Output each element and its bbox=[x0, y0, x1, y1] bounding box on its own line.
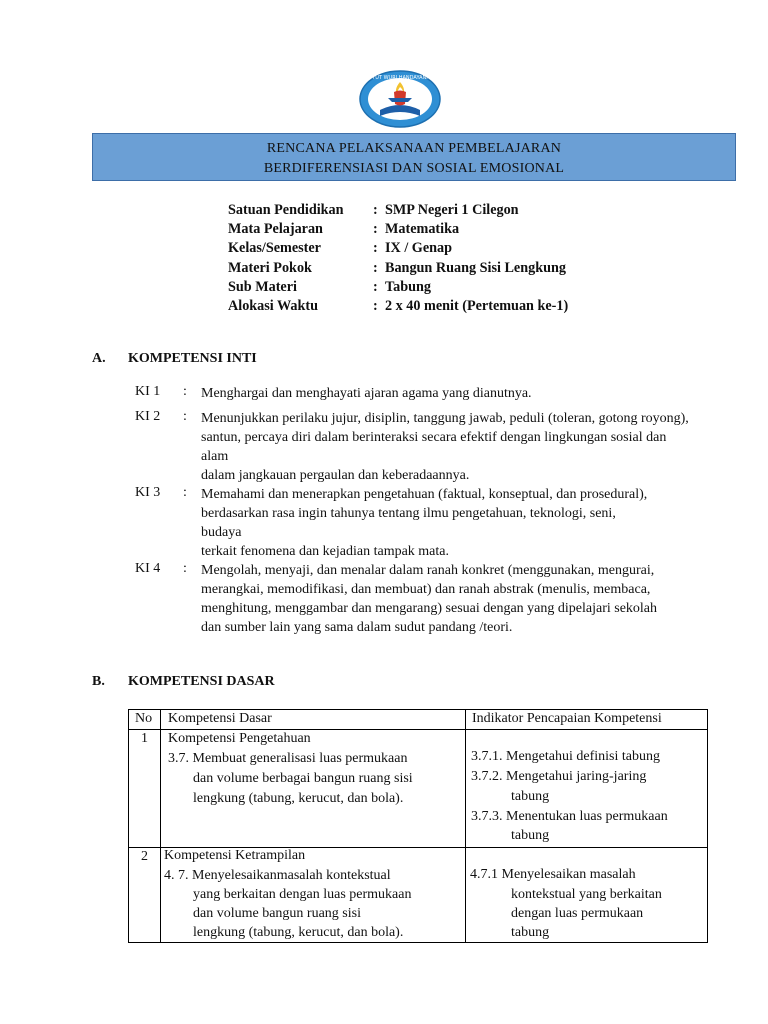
identity-label: Kelas/Semester bbox=[228, 240, 321, 257]
ki-text bbox=[201, 384, 721, 403]
row-2-ipk-line: tabung bbox=[511, 925, 550, 940]
logo-text: TUT WURI HANDAYANI bbox=[372, 75, 428, 81]
row-2-ipk-line: 4.7.1 Menyelesaikan masalah bbox=[470, 867, 636, 882]
identity-value: SMP Negeri 1 Cilegon bbox=[385, 202, 519, 218]
ki-text-line: dalam jangkauan pergaulan dan keberadaannya. bbox=[201, 468, 470, 483]
identity-value: Matematika bbox=[385, 221, 460, 238]
section-b-title: KOMPETENSI DASAR bbox=[128, 674, 275, 689]
ki-colon: : bbox=[183, 485, 187, 500]
ki-text-line: Mengolah, menyaji, dan menalar dalam ranah konkret (menggunakan, mengurai, bbox=[201, 563, 655, 578]
ki-text-line: santun, percaya diri dalam berinteraksi secara efektif dengan lingkungan sosial dan bbox=[201, 430, 667, 445]
row-1-ipk-line: 3.7.1. Mengetahui definisi tabung bbox=[471, 749, 660, 764]
row-1-kd-line: dan volume berbagai bangun ruang sisi bbox=[193, 771, 413, 786]
identity-colon: : bbox=[373, 221, 378, 238]
identity-label: Sub Materi bbox=[228, 278, 297, 295]
row-2-ipk-line: dengan luas permukaan bbox=[511, 906, 644, 921]
ki-text bbox=[201, 561, 721, 637]
row-1-ipk-line: 3.7.2. Mengetahui jaring-jaring bbox=[471, 769, 647, 784]
identity-colon: : bbox=[373, 259, 378, 276]
identity-colon: : bbox=[373, 298, 378, 314]
ki-code: KI 3 bbox=[135, 485, 161, 500]
ki-text-line: menghitung, menggambar dan mengarang) sesuai dengan yang dipelajari sekolah bbox=[201, 601, 658, 616]
row-2-kd-title: Kompetensi Ketrampilan bbox=[164, 848, 306, 863]
row-1-ipk-line: tabung bbox=[511, 789, 550, 804]
identity-value: Bangun Ruang Sisi Lengkung bbox=[385, 259, 566, 276]
logo-emblem-icon bbox=[358, 70, 442, 128]
ki-text-line: dan sumber lain yang sama dalam sudut pandang /teori. bbox=[201, 620, 513, 635]
section-a-letter: A. bbox=[92, 351, 106, 366]
ki-text-line: berdasarkan rasa ingin tahunya tentang ilmu pengetahuan, teknologi, seni, bbox=[201, 506, 616, 521]
ki-colon: : bbox=[183, 384, 187, 399]
identity-value: IX / Genap bbox=[385, 240, 453, 257]
ki-code: KI 2 bbox=[135, 409, 161, 424]
section-a-title: KOMPETENSI INTI bbox=[128, 351, 257, 366]
identity-colon: : bbox=[373, 202, 378, 218]
ki-text bbox=[201, 485, 721, 561]
ki-text-line: merangkai, memodifikasi, dan membuat) dan ranah abstrak (menulis, membaca, bbox=[201, 582, 651, 597]
row-1-ipk-line: tabung bbox=[511, 828, 550, 843]
header-kompetensi-dasar: Kompetensi Dasar bbox=[168, 711, 272, 726]
ki-text-line: Memahami dan menerapkan pengetahuan (faktual, konseptual, dan prosedural), bbox=[201, 487, 648, 502]
ki-code: KI 1 bbox=[135, 384, 161, 399]
identity-label: Satuan Pendidikan bbox=[228, 202, 344, 218]
header-no: No bbox=[135, 711, 153, 726]
section-b-letter: B. bbox=[92, 674, 105, 689]
row-2-ipk-line: kontekstual yang berkaitan bbox=[511, 887, 662, 902]
ki-code: KI 4 bbox=[135, 561, 161, 576]
tut-wuri-handayani-logo bbox=[358, 70, 442, 128]
identity-value: 2 x 40 menit (Pertemuan ke-1) bbox=[385, 298, 569, 314]
row-1-no: 1 bbox=[141, 731, 148, 746]
row-2-kd-line: lengkung (tabung, kerucut, dan bola). bbox=[193, 925, 404, 940]
ki-text-line: alam bbox=[201, 449, 229, 464]
ki-text bbox=[201, 409, 721, 485]
row-2-kd-line: yang berkaitan dengan luas permukaan bbox=[193, 887, 412, 902]
ki-text-line: Menunjukkan perilaku jujur, disiplin, tanggung jawab, peduli (toleran, gotong royong), bbox=[201, 411, 689, 426]
identity-label: Mata Pelajaran bbox=[228, 221, 323, 238]
title-banner bbox=[92, 133, 736, 181]
identity-colon: : bbox=[373, 278, 378, 295]
identity-label: Alokasi Waktu bbox=[228, 298, 319, 314]
ki-colon: : bbox=[183, 409, 187, 424]
row-1-kd-line: 3.7. Membuat generalisasi luas permukaan bbox=[168, 751, 408, 766]
ki-colon: : bbox=[183, 561, 187, 576]
ki-text-line: Menghargai dan menghayati ajaran agama yang dianutnya. bbox=[201, 386, 532, 401]
row-2-kd-line: 4. 7. Menyelesaikanmasalah kontekstual bbox=[164, 868, 391, 883]
row-1-kd-title: Kompetensi Pengetahuan bbox=[168, 731, 311, 746]
title-line-1: RENCANA PELAKSANAAN PEMBELAJARAN bbox=[266, 141, 562, 156]
title-line-2: BERDIFERENSIASI DAN SOSIAL EMOSIONAL bbox=[263, 161, 565, 176]
row-2-no: 2 bbox=[141, 849, 148, 864]
ki-text-line: budaya bbox=[201, 525, 242, 540]
row-2-kd-line: dan volume bangun ruang sisi bbox=[193, 906, 361, 921]
identity-colon: : bbox=[373, 240, 378, 257]
identity-label: Materi Pokok bbox=[228, 259, 312, 276]
row-1-ipk-line: 3.7.3. Menentukan luas permukaan bbox=[471, 809, 668, 824]
header-indikator: Indikator Pencapaian Kompetensi bbox=[472, 711, 662, 726]
ki-text-line: terkait fenomena dan kejadian tampak mata. bbox=[201, 544, 450, 559]
kompetensi-dasar-table bbox=[128, 709, 708, 943]
row-1-kd-line: lengkung (tabung, kerucut, dan bola). bbox=[193, 791, 404, 806]
identity-value: Tabung bbox=[385, 278, 432, 295]
